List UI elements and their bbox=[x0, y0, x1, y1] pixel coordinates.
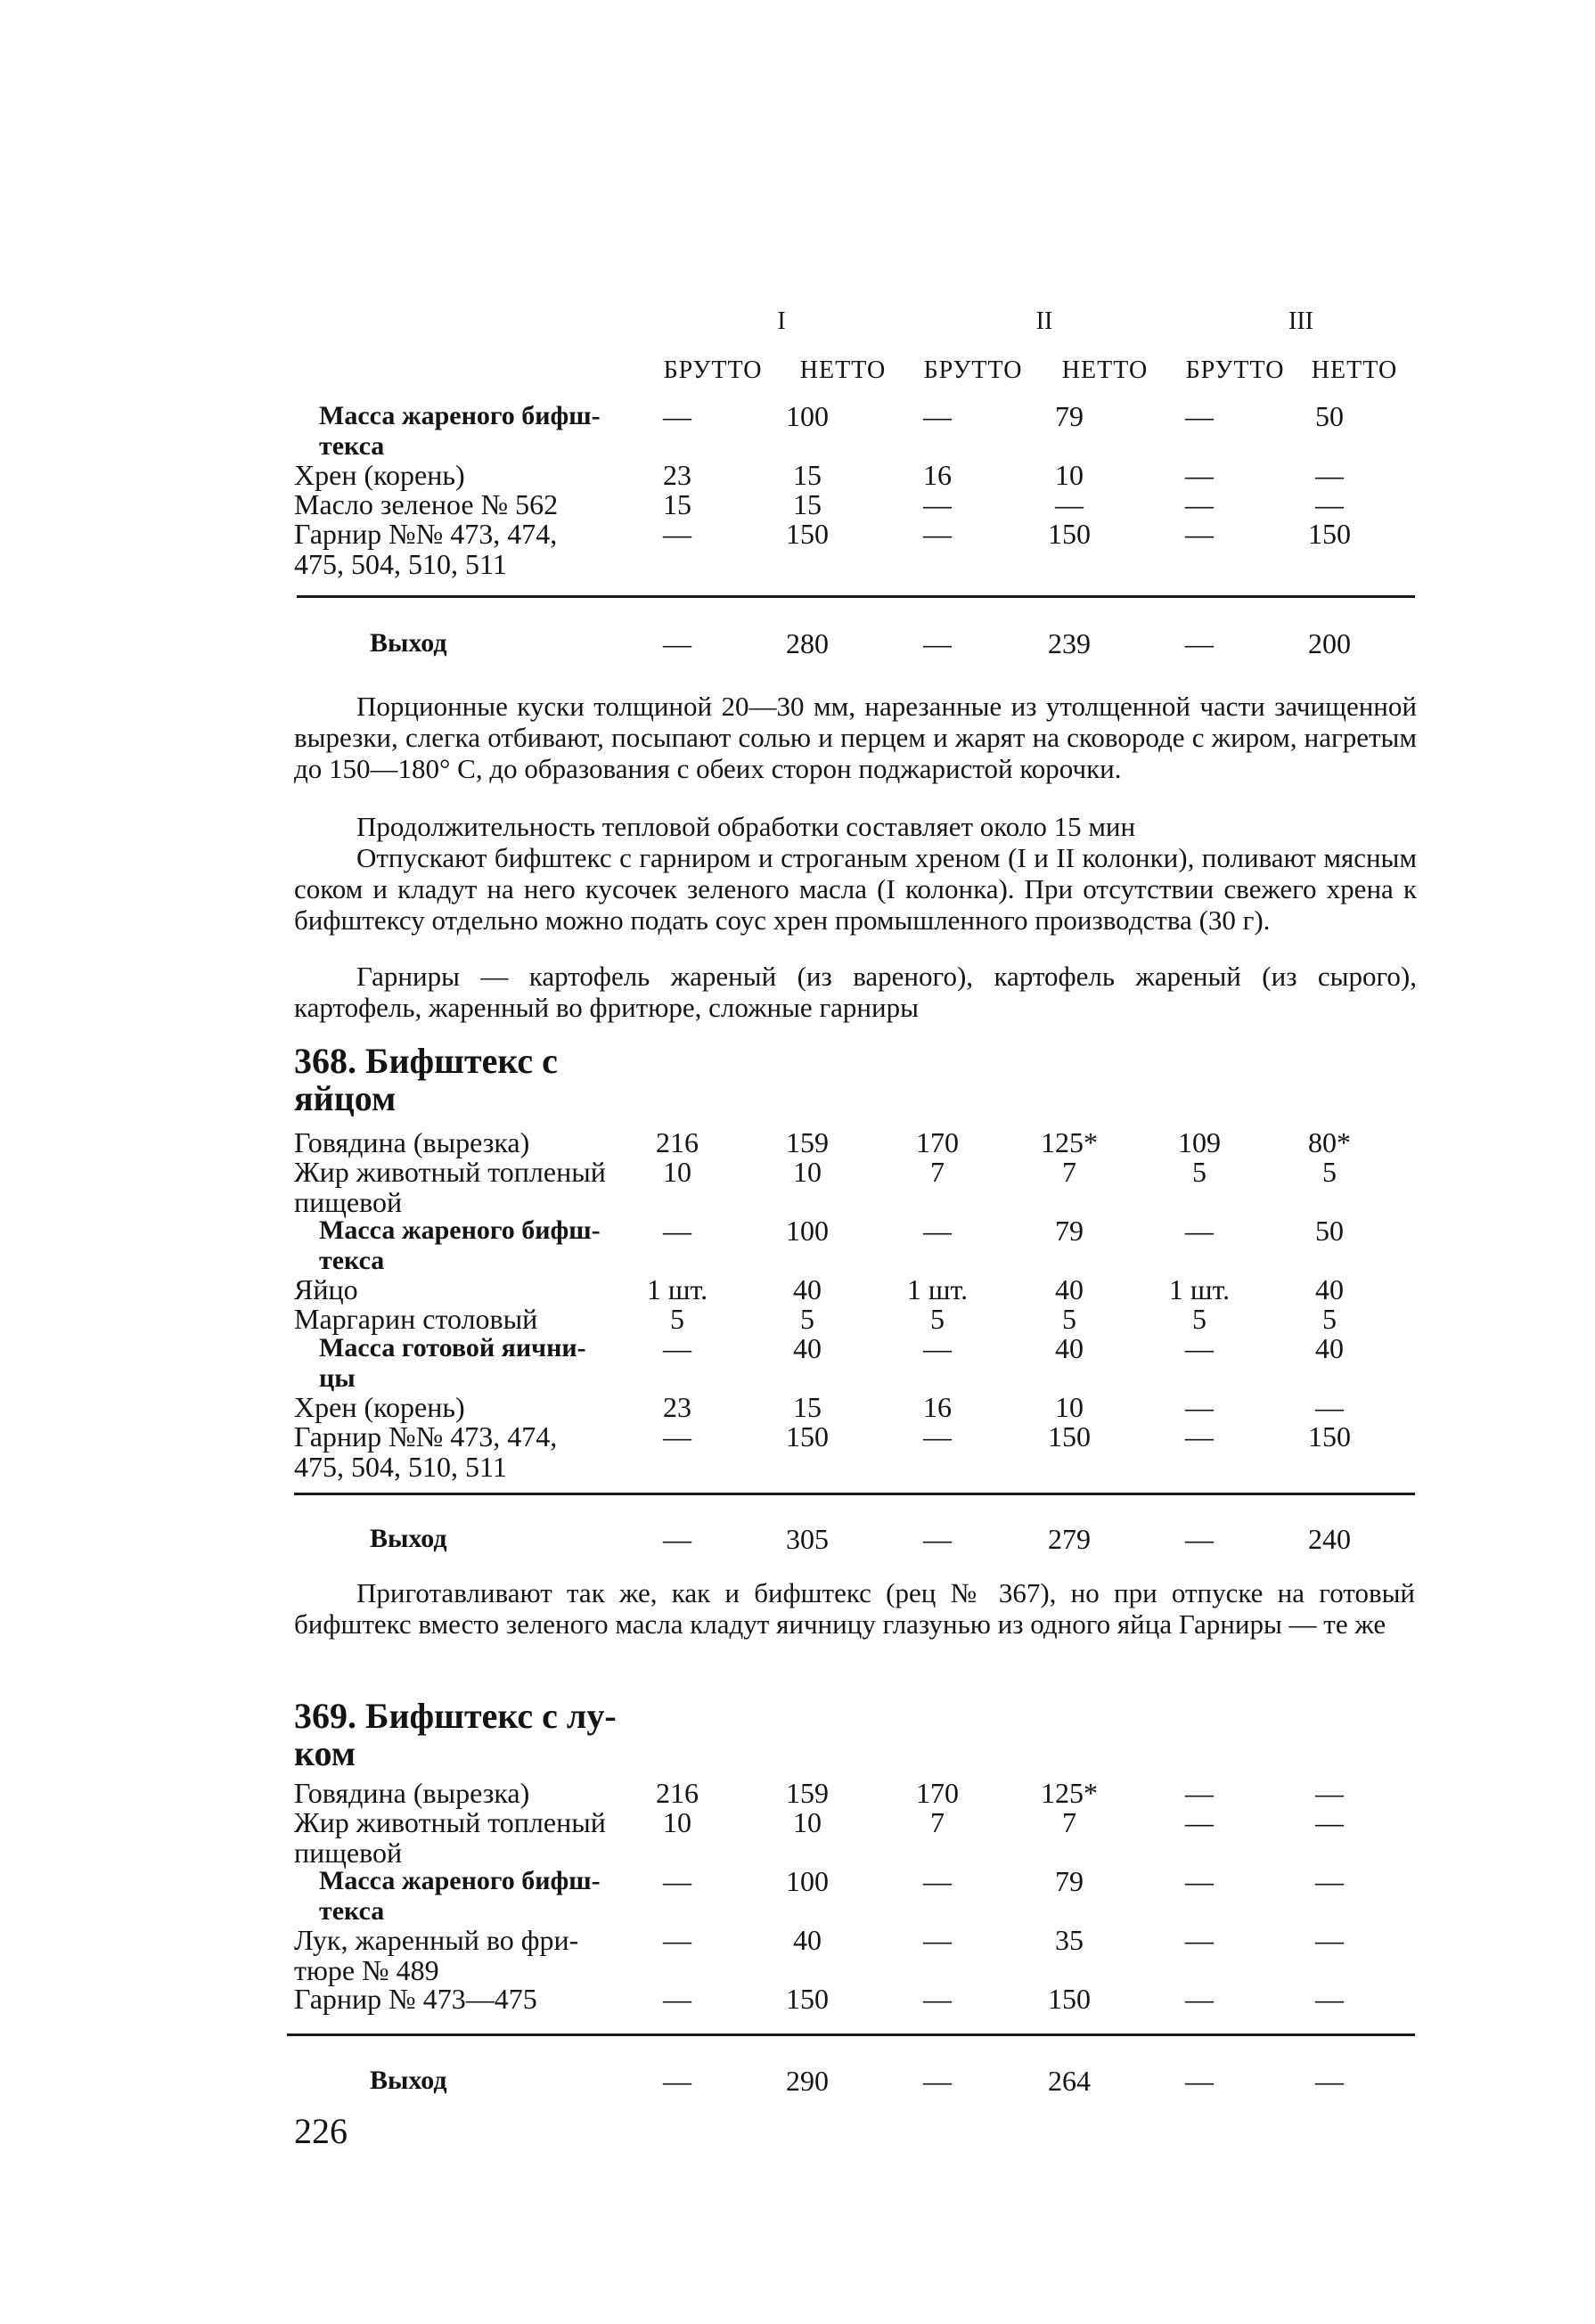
table-cell: 150 bbox=[1048, 518, 1091, 550]
table-cell: — bbox=[923, 1924, 952, 1956]
output-cell: — bbox=[923, 1523, 952, 1555]
table-cell: 1 шт. bbox=[906, 1273, 969, 1305]
table-cell: — bbox=[663, 518, 691, 550]
row-label: Хрен (корень) bbox=[294, 1391, 465, 1423]
table-cell: 50 bbox=[1315, 1215, 1344, 1247]
table-cell: 150 bbox=[1308, 1420, 1351, 1452]
table-cell: — bbox=[923, 1865, 952, 1897]
table-cell: 23 bbox=[663, 1391, 691, 1423]
row-label: Гарнир №№ 473, 474, 475, 504, 510, 511 bbox=[294, 1420, 558, 1483]
row-label: Жир животный топленый пищевой bbox=[294, 1156, 606, 1218]
row-label: Масса жареного бифш- текса bbox=[319, 401, 601, 461]
table-cell: 150 bbox=[786, 1420, 829, 1452]
table-cell: 150 bbox=[786, 1983, 829, 2015]
text-367-method: Порционные куски толщиной 20—30 мм, нарезанные из утолщенной части зачищенной вырезки, слегка отбивают, посыпают солью и перцем и жарят на сковороде с жиром, нагретым до 150—180° С, до образования с обеих сторон поджаристой корочки. bbox=[294, 691, 1417, 784]
row-label: Лук, жаренный во фри- тюре № 489 bbox=[294, 1924, 579, 1986]
table-cell: 23 bbox=[663, 459, 691, 491]
table-cell: — bbox=[1315, 1924, 1344, 1956]
table-cell: — bbox=[923, 488, 952, 520]
table-cell: — bbox=[1315, 1983, 1344, 2015]
table-cell: 15 bbox=[793, 459, 822, 491]
column-header-iii: III bbox=[1288, 307, 1313, 335]
table-cell: — bbox=[663, 1865, 691, 1897]
table-cell: — bbox=[663, 1924, 691, 1956]
table-cell: 7 bbox=[930, 1806, 945, 1838]
table-cell: 79 bbox=[1055, 400, 1084, 432]
table-cell: 50 bbox=[1315, 400, 1344, 432]
table-cell: 10 bbox=[1055, 1391, 1084, 1423]
table-cell: — bbox=[923, 1215, 952, 1247]
table-cell: 150 bbox=[1308, 518, 1351, 550]
table-cell: 40 bbox=[793, 1273, 822, 1305]
table-cell: — bbox=[923, 1420, 952, 1452]
row-label: Маргарин столовый bbox=[294, 1303, 538, 1335]
table-cell: 79 bbox=[1055, 1865, 1084, 1897]
table-368-divider bbox=[294, 1493, 1415, 1495]
column-header-ii: II bbox=[1035, 307, 1053, 335]
table-cell: 5 bbox=[1322, 1303, 1337, 1335]
table-cell: 40 bbox=[1055, 1332, 1084, 1364]
output-cell: 239 bbox=[1048, 627, 1091, 659]
table-cell: 109 bbox=[1178, 1126, 1221, 1158]
table-cell: — bbox=[923, 1332, 952, 1364]
section-369-title: 369. Бифштекс с лу- ком bbox=[294, 1696, 617, 1773]
table-cell: 15 bbox=[793, 1391, 822, 1423]
table-cell: 150 bbox=[786, 518, 829, 550]
table-cell: — bbox=[663, 1215, 691, 1247]
table-cell: 150 bbox=[1048, 1983, 1091, 2015]
table-cell: 100 bbox=[786, 1865, 829, 1897]
output-label: Выход bbox=[370, 2066, 447, 2095]
table-cell: — bbox=[1185, 518, 1214, 550]
table-cell: — bbox=[1185, 1215, 1214, 1247]
table-cell: 100 bbox=[786, 400, 829, 432]
table-cell: 15 bbox=[793, 488, 822, 520]
table-cell: — bbox=[1315, 459, 1344, 491]
table-cell: — bbox=[1185, 1332, 1214, 1364]
output-cell: 290 bbox=[786, 2065, 829, 2097]
table-cell: 125* bbox=[1041, 1126, 1098, 1158]
table-cell: 5 bbox=[1192, 1156, 1206, 1188]
table-cell: — bbox=[1055, 488, 1084, 520]
table-cell: 40 bbox=[1315, 1273, 1344, 1305]
output-cell: — bbox=[1315, 2065, 1344, 2097]
table-cell: 10 bbox=[793, 1806, 822, 1838]
table-cell: 5 bbox=[800, 1303, 814, 1335]
table-cell: 7 bbox=[1062, 1806, 1076, 1838]
table-cell: 10 bbox=[663, 1156, 691, 1188]
table-cell: — bbox=[1315, 1806, 1344, 1838]
table-cell: 16 bbox=[923, 459, 952, 491]
table-cell: — bbox=[1185, 1777, 1214, 1809]
table-cell: — bbox=[923, 400, 952, 432]
table-cell: — bbox=[1185, 1391, 1214, 1423]
output-cell: 280 bbox=[786, 627, 829, 659]
row-label: Жир животный топленый пищевой bbox=[294, 1806, 606, 1869]
text-367-duration: Продолжительность тепловой обработки составляет около 15 мин bbox=[356, 811, 1136, 842]
table-cell: — bbox=[1315, 1777, 1344, 1809]
table-cell: — bbox=[1185, 1806, 1214, 1838]
table-cell: 10 bbox=[663, 1806, 691, 1838]
table-cell: 5 bbox=[930, 1303, 945, 1335]
row-label: Масса готовой яични- цы bbox=[319, 1333, 586, 1393]
output-label: Выход bbox=[370, 1524, 447, 1553]
table-cell: 150 bbox=[1048, 1420, 1091, 1452]
table-cell: 216 bbox=[656, 1777, 699, 1809]
row-label: Гарнир №№ 473, 474, 475, 504, 510, 511 bbox=[294, 518, 558, 580]
table-cell: 159 bbox=[786, 1126, 829, 1158]
table-cell: 5 bbox=[670, 1303, 684, 1335]
text-367-garnish: Гарниры — картофель жареный (из вареного), картофель жареный (из сырого), картофель, жаренный во фритюре, сложные гарниры bbox=[294, 961, 1417, 1023]
table-cell: — bbox=[1185, 1420, 1214, 1452]
table-cell: — bbox=[1185, 400, 1214, 432]
output-cell: 200 bbox=[1308, 627, 1351, 659]
output-cell: — bbox=[663, 2065, 691, 2097]
table-cell: — bbox=[663, 400, 691, 432]
output-cell: 240 bbox=[1308, 1523, 1351, 1555]
row-label: Говядина (вырезка) bbox=[294, 1126, 530, 1158]
table-cell: 170 bbox=[916, 1777, 959, 1809]
table-cell: 10 bbox=[1055, 459, 1084, 491]
table-cell: 5 bbox=[1322, 1156, 1337, 1188]
table-cell: — bbox=[1185, 1924, 1214, 1956]
table-cell: 170 bbox=[916, 1126, 959, 1158]
subheader-brutto-3: БРУТТО bbox=[1185, 356, 1285, 384]
table-cell: — bbox=[923, 1983, 952, 2015]
row-label: Масса жареного бифш- текса bbox=[319, 1866, 601, 1926]
output-cell: — bbox=[663, 1523, 691, 1555]
output-cell: 264 bbox=[1048, 2065, 1091, 2097]
table-cell: — bbox=[1185, 1865, 1214, 1897]
table-cell: — bbox=[1185, 488, 1214, 520]
output-cell: 305 bbox=[786, 1523, 829, 1555]
subheader-brutto-2: БРУТТО bbox=[923, 356, 1023, 384]
output-cell: 279 bbox=[1048, 1523, 1091, 1555]
table-cell: 16 bbox=[923, 1391, 952, 1423]
table-cell: 100 bbox=[786, 1215, 829, 1247]
table-cell: — bbox=[663, 1983, 691, 2015]
output-cell: — bbox=[1185, 1523, 1214, 1555]
table-cell: 5 bbox=[1062, 1303, 1076, 1335]
table-cell: — bbox=[1315, 488, 1344, 520]
table-cell: 5 bbox=[1192, 1303, 1206, 1335]
table-cell: 10 bbox=[793, 1156, 822, 1188]
text-367-serving: Отпускают бифштекс с гарниром и строганым хреном (I и II колонки), поливают мясным соком и кладут на него кусочек зеленого масла (I колонка). При отсутствии свежего хрена к бифштексу отдельно можно подать соус хрен промышленного производства (30 г). bbox=[294, 842, 1417, 936]
table-cell: — bbox=[1185, 459, 1214, 491]
table-cell: 40 bbox=[793, 1332, 822, 1364]
table-cell: — bbox=[1185, 1983, 1214, 2015]
table-cell: 1 шт. bbox=[1168, 1273, 1231, 1305]
row-label: Гарнир № 473—475 bbox=[294, 1983, 537, 2015]
table-369-divider bbox=[287, 2034, 1415, 2036]
row-label: Масса жареного бифш- текса bbox=[319, 1215, 601, 1275]
text-368: Приготавливают так же, как и бифштекс (рец № 367), но при отпуске на готовый бифштекс вместо зеленого масла кладут яичницу глазунью из одного яйца Гарниры — те же bbox=[294, 1577, 1415, 1640]
subheader-netto-2: НЕТТО bbox=[1061, 356, 1149, 384]
table-cell: — bbox=[1315, 1391, 1344, 1423]
section-368-title: 368. Бифштекс с яйцом bbox=[294, 1041, 558, 1118]
page-number: 226 bbox=[294, 2111, 348, 2151]
table-cell: 80* bbox=[1308, 1126, 1351, 1158]
table-cell: — bbox=[663, 1332, 691, 1364]
row-label: Говядина (вырезка) bbox=[294, 1777, 530, 1809]
table-cell: 216 bbox=[656, 1126, 699, 1158]
subheader-netto-3: НЕТТО bbox=[1311, 356, 1398, 384]
output-cell: — bbox=[1185, 2065, 1214, 2097]
table-cell: — bbox=[923, 518, 952, 550]
table-cell: — bbox=[1315, 1865, 1344, 1897]
table-cell: 125* bbox=[1041, 1777, 1098, 1809]
table-cell: — bbox=[663, 1420, 691, 1452]
table-cell: 35 bbox=[1055, 1924, 1084, 1956]
output-cell: — bbox=[1185, 627, 1214, 659]
row-label: Масло зеленое № 562 bbox=[294, 488, 559, 520]
output-cell: — bbox=[663, 627, 691, 659]
table-cell: 79 bbox=[1055, 1215, 1084, 1247]
table-cell: 40 bbox=[793, 1924, 822, 1956]
table-cell: 7 bbox=[1062, 1156, 1076, 1188]
column-header-i: I bbox=[777, 307, 786, 335]
row-label: Яйцо bbox=[294, 1273, 358, 1305]
table-367-divider bbox=[297, 595, 1415, 598]
output-label: Выход bbox=[370, 628, 447, 658]
output-cell: — bbox=[923, 2065, 952, 2097]
table-cell: 7 bbox=[930, 1156, 945, 1188]
table-cell: 40 bbox=[1315, 1332, 1344, 1364]
subheader-netto-1: НЕТТО bbox=[799, 356, 887, 384]
table-cell: 1 шт. bbox=[646, 1273, 708, 1305]
subheader-brutto-1: БРУТТО bbox=[663, 356, 763, 384]
row-label: Хрен (корень) bbox=[294, 459, 465, 491]
table-cell: 40 bbox=[1055, 1273, 1084, 1305]
table-cell: 159 bbox=[786, 1777, 829, 1809]
output-cell: — bbox=[923, 627, 952, 659]
table-cell: 15 bbox=[663, 488, 691, 520]
